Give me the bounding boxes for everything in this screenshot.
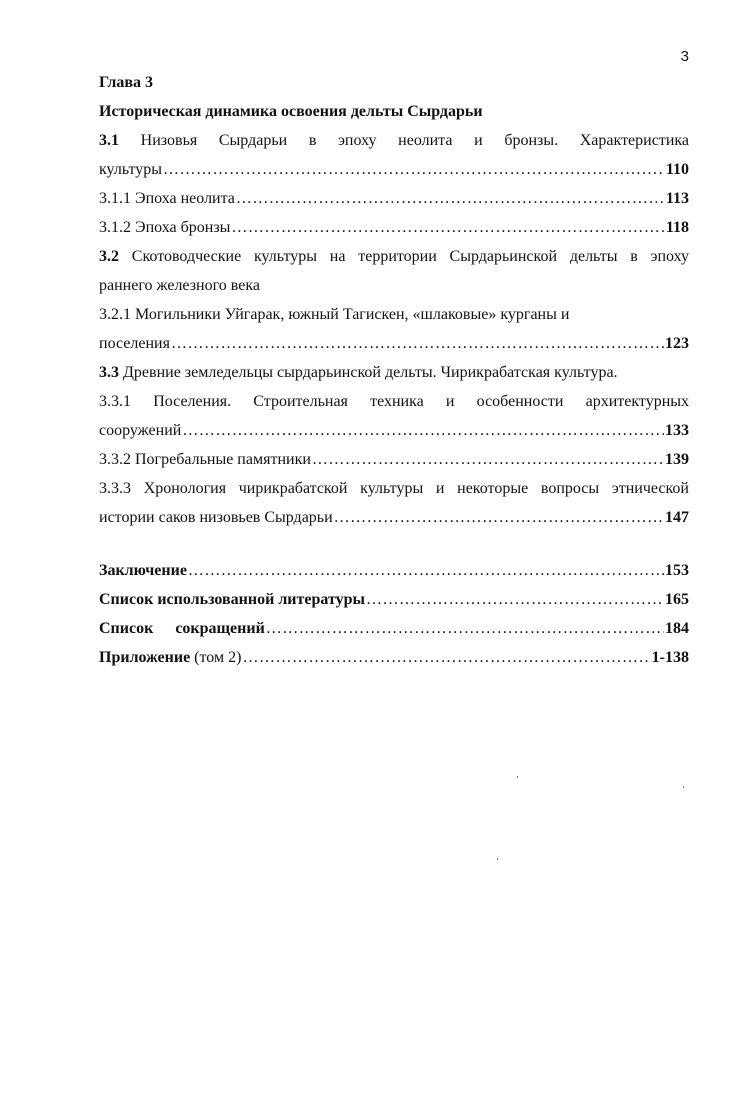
scan-speck [683, 786, 684, 788]
toc-entry-3-2-1-line2 [99, 329, 689, 358]
section-number: 3.1 [99, 132, 119, 149]
appendix-note: (том 2) [190, 649, 242, 666]
dot-leader [171, 329, 664, 358]
page-ref: 139 [665, 451, 689, 468]
toc-entry-3-2-1-line1: 3.2.1 Могильники Уйгарак, южный Тагискен, «шлаковые» курганы и [99, 306, 570, 323]
page-number: 3 [680, 48, 689, 65]
toc-entry-3-1-1 [99, 184, 689, 213]
page-ref: 118 [665, 219, 689, 236]
page-ref: 1-138 [651, 649, 689, 666]
section-title-cont: поселения [99, 335, 170, 352]
section-title: Низовья Сырдарьи в эпоху неолита и бронзы. Характеристика [140, 132, 689, 149]
section-number: 3.3 [99, 364, 119, 381]
page-ref: 123 [665, 335, 689, 352]
section-title-cont: сооружений [99, 422, 182, 439]
page-ref: 153 [665, 562, 689, 579]
dot-leader [242, 643, 650, 672]
scan-speck [497, 858, 498, 860]
toc-entry-conclusion [99, 556, 689, 585]
toc-entry-3-2-line2: раннего железного века [99, 277, 260, 294]
toc-entry-bibliography [99, 585, 689, 614]
dot-leader [188, 556, 664, 585]
section-title-cont: истории саков низовьев Сырдарьи [99, 509, 333, 526]
dot-leader [266, 614, 664, 643]
toc-entry-3-3-1-line2 [99, 416, 689, 445]
page-ref: 165 [665, 591, 689, 608]
section-title [99, 643, 241, 672]
dot-leader [182, 416, 664, 445]
section-title [99, 614, 265, 643]
title-word: сокращений [175, 620, 265, 637]
toc-entry-3-1-line2 [99, 155, 689, 184]
section-title: Список использованной литературы [99, 591, 365, 608]
title-word: Список [99, 620, 154, 637]
toc-entry-3-3-3-line1: 3.3.3 Хронология чирикрабатской культуры и некоторые вопросы этнической [99, 480, 689, 497]
section-title: Древние земледельцы сырдарьинской дельты. Чирикрабатская культура. [123, 364, 618, 381]
dot-leader [236, 184, 665, 213]
toc-entry-3-3-1-line1: 3.3.1 Поселения. Строительная техника и особенности архитектурных [99, 393, 689, 410]
toc-entry-3-2-line1 [99, 242, 689, 271]
appendix-label: Приложение [99, 649, 191, 666]
scan-speck [517, 776, 518, 778]
section-title-cont: культуры [99, 161, 163, 178]
toc-entry-abbreviations [99, 614, 689, 643]
dot-leader [312, 445, 664, 474]
page-ref: 147 [665, 509, 689, 526]
section-title: Заключение [99, 562, 187, 579]
dot-leader [366, 585, 664, 614]
chapter-title: Историческая динамика освоения дельты Сырдарьи [99, 103, 483, 120]
section-title: 3.1.2 Эпоха бронзы [99, 219, 231, 236]
section-number: 3.2 [99, 248, 119, 265]
toc-entry-3-3 [99, 358, 689, 387]
spacer [99, 532, 689, 556]
dot-leader [163, 155, 665, 184]
toc-entry-3-3-3-line2 [99, 503, 689, 532]
section-title: 3.1.1 Эпоха неолита [99, 190, 235, 207]
page-ref: 184 [665, 620, 689, 637]
dot-leader [334, 503, 664, 532]
dot-leader [231, 213, 664, 242]
page-ref: 110 [665, 161, 689, 178]
table-of-contents [99, 68, 689, 672]
chapter-label: Глава 3 [99, 74, 153, 91]
page-ref: 133 [665, 422, 689, 439]
toc-entry-3-1-2 [99, 213, 689, 242]
section-title: 3.3.2 Погребальные памятники [99, 451, 311, 468]
toc-entry-3-3-2 [99, 445, 689, 474]
page-ref: 113 [665, 190, 689, 207]
toc-entry-appendix [99, 643, 689, 672]
toc-entry-3-1-line1 [99, 126, 689, 155]
section-title: Скотоводческие культуры на территории Сырдарьинской дельты в эпоху [131, 248, 689, 265]
